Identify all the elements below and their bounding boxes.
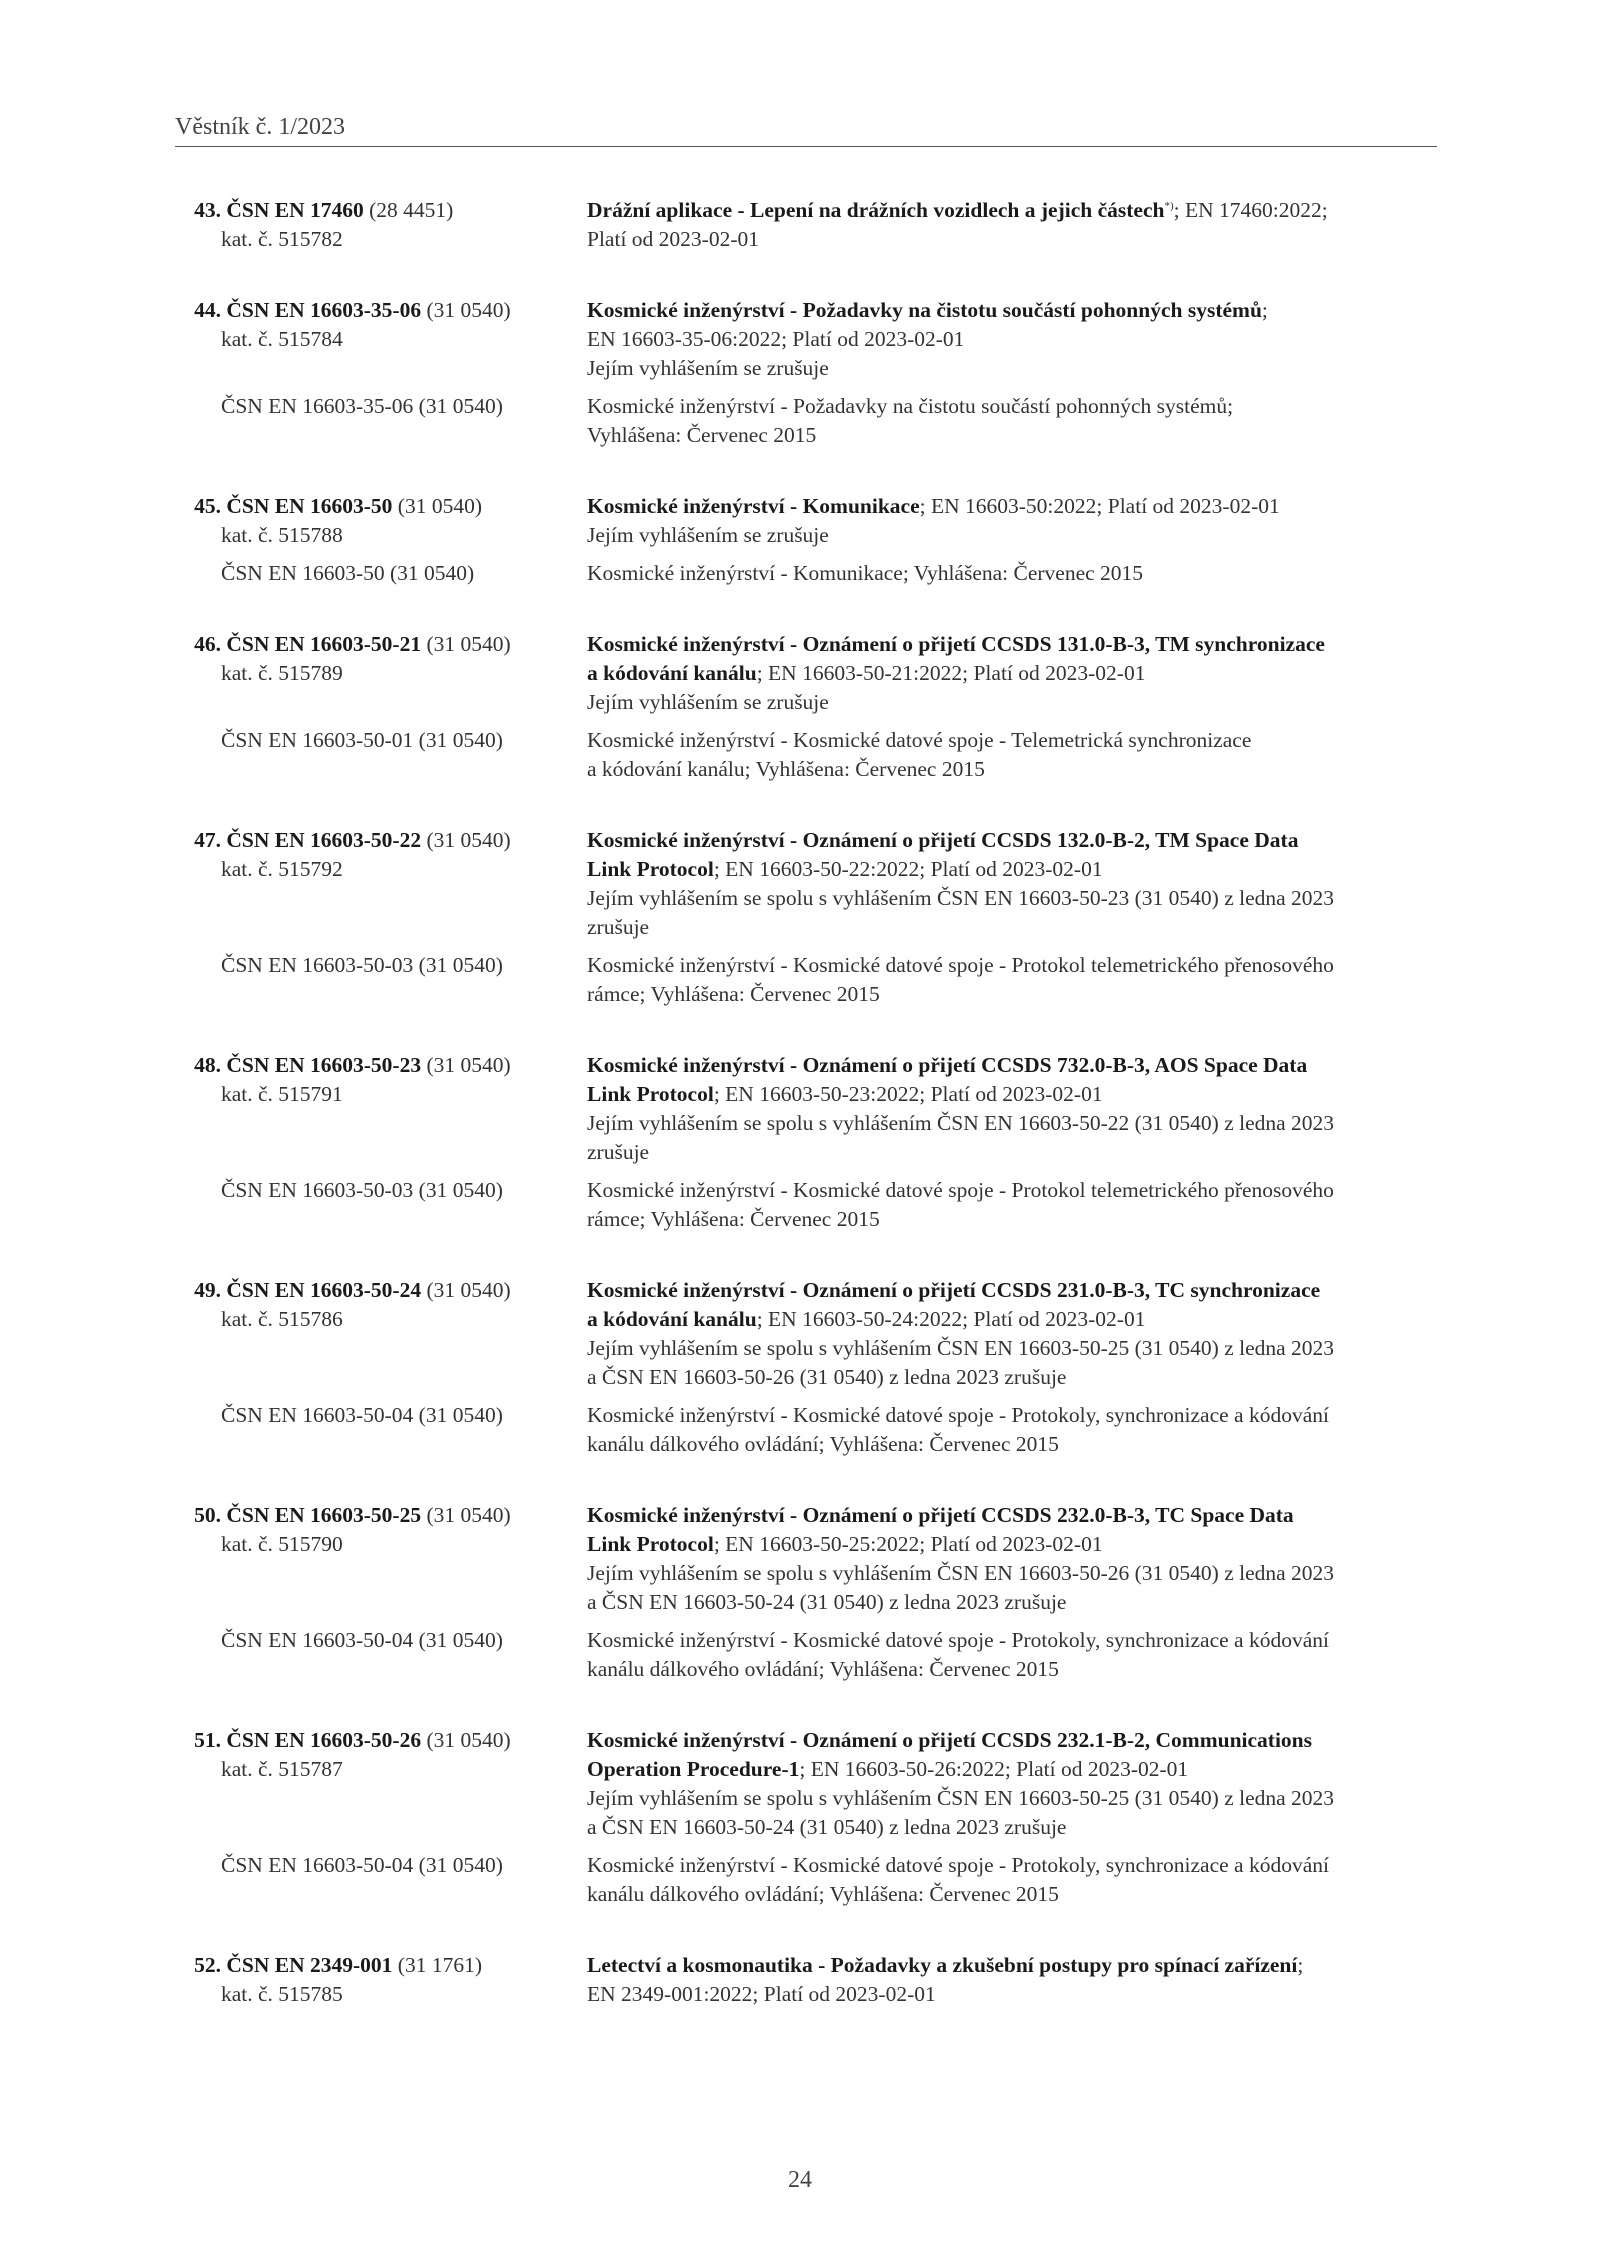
entry-description	[587, 296, 1437, 383]
entry-identifier	[175, 296, 587, 383]
replaced-line: kanálu dálkového ovládání; Vyhlášena: Červenec 2015	[587, 1432, 1059, 1456]
replaced-line: Kosmické inženýrství - Kosmické datové spoje - Protokoly, synchronizace a kódování	[587, 1853, 1329, 1877]
description-line	[587, 1726, 1437, 1755]
replaced-code: ČSN EN 16603-50-03 (31 0540)	[221, 1178, 503, 1202]
classification-number: (28 4451)	[369, 198, 454, 222]
description-line	[587, 1755, 1437, 1784]
entry-identifier	[175, 1951, 587, 2009]
catalog-number: kat. č. 515786	[221, 1307, 343, 1331]
detail-line: Jejím vyhlášením se zrušuje	[587, 356, 829, 380]
standard-code: ČSN EN 16603-50-24	[226, 1278, 422, 1302]
classification-number: (31 0540)	[426, 1053, 511, 1077]
entry-description	[587, 1501, 1437, 1617]
standard-code: ČSN EN 16603-50-21	[226, 632, 422, 656]
replaced-code: ČSN EN 16603-35-06 (31 0540)	[221, 394, 503, 418]
replaced-identifier	[175, 1851, 587, 1909]
entry-main-row	[175, 1951, 1437, 2009]
entry-main-row	[175, 1726, 1437, 1842]
replaced-line: Kosmické inženýrství - Kosmické datové spoje - Protokol telemetrického přenosového	[587, 1178, 1334, 1202]
standard-title: Kosmické inženýrství - Komunikace	[587, 494, 920, 518]
detail-line: Jejím vyhlášením se spolu s vyhlášením ČSN EN 16603-50-22 (31 0540) z ledna 2023	[587, 1111, 1335, 1135]
replaced-standard-row	[175, 392, 1437, 450]
standards-list	[175, 196, 1437, 2051]
catalog-number: kat. č. 515791	[221, 1082, 343, 1106]
description-line	[587, 1305, 1437, 1334]
replaced-description	[587, 951, 1437, 1009]
detail-line: Jejím vyhlášením se zrušuje	[587, 523, 829, 547]
standard-entry	[175, 492, 1437, 588]
standard-code: ČSN EN 16603-50-22	[226, 828, 422, 852]
standard-title: Link Protocol	[587, 1532, 714, 1556]
description-line	[587, 1080, 1437, 1109]
detail-line: Jejím vyhlášením se zrušuje	[587, 690, 829, 714]
description-line	[587, 1530, 1437, 1559]
entry-number: 47.	[194, 828, 221, 852]
description-line	[587, 196, 1437, 225]
identifier-line	[175, 826, 587, 855]
standard-title: Kosmické inženýrství - Oznámení o přijetí CCSDS 132.0-B-2, TM Space Data	[587, 828, 1299, 852]
catalog-number: kat. č. 515784	[221, 327, 343, 351]
entry-number: 48.	[194, 1053, 221, 1077]
entry-main-row	[175, 1501, 1437, 1617]
entry-number: 45.	[194, 494, 221, 518]
standard-title: Operation Procedure-1	[587, 1757, 800, 1781]
replaced-code: ČSN EN 16603-50 (31 0540)	[221, 561, 475, 585]
entry-number: 51.	[194, 1728, 221, 1752]
replaced-code: ČSN EN 16603-50-04 (31 0540)	[221, 1403, 503, 1427]
entry-description	[587, 1276, 1437, 1392]
replaced-code: ČSN EN 16603-50-04 (31 0540)	[221, 1853, 503, 1877]
replaced-line: a kódování kanálu; Vyhlášena: Červenec 2015	[587, 757, 985, 781]
title-tail: ;	[1261, 298, 1268, 322]
replaced-line: kanálu dálkového ovládání; Vyhlášena: Červenec 2015	[587, 1882, 1059, 1906]
replaced-code: ČSN EN 16603-50-01 (31 0540)	[221, 728, 503, 752]
detail-line: Jejím vyhlášením se spolu s vyhlášením ČSN EN 16603-50-23 (31 0540) z ledna 2023	[587, 886, 1335, 910]
detail-line: Jejím vyhlášením se spolu s vyhlášením ČSN EN 16603-50-25 (31 0540) z ledna 2023	[587, 1336, 1335, 1360]
replaced-identifier	[175, 951, 587, 1009]
standard-entry	[175, 296, 1437, 450]
entry-number: 43.	[194, 198, 221, 222]
replaced-code: ČSN EN 16603-50-04 (31 0540)	[221, 1628, 503, 1652]
title-tail: ; EN 16603-50-21:2022; Platí od 2023-02-01	[756, 661, 1146, 685]
identifier-line	[175, 1051, 587, 1080]
standard-entry	[175, 1051, 1437, 1234]
replaced-identifier	[175, 559, 587, 588]
standard-title: Drážní aplikace - Lepení na drážních vozidlech a jejich částech	[587, 198, 1165, 222]
title-tail: ; EN 17460:2022;	[1173, 198, 1328, 222]
title-tail: ; EN 16603-50-26:2022; Platí od 2023-02-01	[799, 1757, 1189, 1781]
classification-number: (31 0540)	[426, 298, 511, 322]
description-line	[587, 1051, 1437, 1080]
entry-description	[587, 1051, 1437, 1167]
footnote-mark: *)	[1164, 199, 1174, 212]
standard-title: Link Protocol	[587, 1082, 714, 1106]
entry-identifier	[175, 1051, 587, 1167]
title-tail: ; EN 16603-50-24:2022; Platí od 2023-02-01	[756, 1307, 1146, 1331]
journal-title: Věstník č. 1/2023	[175, 114, 345, 140]
catalog-number: kat. č. 515788	[221, 523, 343, 547]
replaced-code: ČSN EN 16603-50-03 (31 0540)	[221, 953, 503, 977]
identifier-line	[175, 196, 587, 225]
standard-entry	[175, 1501, 1437, 1684]
description-line	[587, 1951, 1437, 1980]
entry-main-row	[175, 826, 1437, 942]
catalog-number: kat. č. 515785	[221, 1982, 343, 2006]
standard-title: a kódování kanálu	[587, 1307, 757, 1331]
detail-line: zrušuje	[587, 1140, 650, 1164]
entry-number: 46.	[194, 632, 221, 656]
entry-description	[587, 1951, 1437, 2009]
description-line	[587, 826, 1437, 855]
standard-entry	[175, 630, 1437, 784]
description-line	[587, 492, 1437, 521]
standard-title: a kódování kanálu	[587, 661, 757, 685]
standard-title: Kosmické inženýrství - Oznámení o přijetí CCSDS 131.0-B-3, TM synchronizace	[587, 632, 1325, 656]
replaced-description	[587, 559, 1437, 588]
page-number: 24	[788, 2167, 812, 2193]
entry-main-row	[175, 630, 1437, 717]
replaced-identifier	[175, 1401, 587, 1459]
entry-number: 50.	[194, 1503, 221, 1527]
replaced-description	[587, 1851, 1437, 1909]
description-line	[587, 855, 1437, 884]
entry-description	[587, 196, 1437, 254]
detail-line: EN 2349-001:2022; Platí od 2023-02-01	[587, 1982, 936, 2006]
detail-line: Platí od 2023-02-01	[587, 227, 759, 251]
replaced-standard-row	[175, 559, 1437, 588]
detail-line: a ČSN EN 16603-50-24 (31 0540) z ledna 2023 zrušuje	[587, 1815, 1067, 1839]
detail-line: a ČSN EN 16603-50-24 (31 0540) z ledna 2023 zrušuje	[587, 1590, 1067, 1614]
replaced-identifier	[175, 1626, 587, 1684]
standard-entry	[175, 1276, 1437, 1459]
standard-code: ČSN EN 16603-50	[226, 494, 393, 518]
standard-entry	[175, 826, 1437, 1009]
identifier-line	[175, 1501, 587, 1530]
replaced-identifier	[175, 726, 587, 784]
standard-title: Kosmické inženýrství - Oznámení o přijetí CCSDS 232.0-B-3, TC Space Data	[587, 1503, 1294, 1527]
entry-identifier	[175, 196, 587, 254]
entry-identifier	[175, 1501, 587, 1617]
standard-entry	[175, 1951, 1437, 2009]
classification-number: (31 0540)	[426, 1728, 511, 1752]
standard-entry	[175, 1726, 1437, 1909]
title-tail: ;	[1297, 1953, 1304, 1977]
description-line	[587, 659, 1437, 688]
replaced-line: Kosmické inženýrství - Komunikace; Vyhlášena: Červenec 2015	[587, 561, 1144, 585]
description-line	[587, 1501, 1437, 1530]
header-rule	[175, 146, 1437, 147]
entry-number: 44.	[194, 298, 221, 322]
entry-number: 52.	[194, 1953, 221, 1977]
replaced-standard-row	[175, 1176, 1437, 1234]
entry-identifier	[175, 492, 587, 550]
standard-title: Kosmické inženýrství - Oznámení o přijetí CCSDS 732.0-B-3, AOS Space Data	[587, 1053, 1308, 1077]
standard-title: Letectví a kosmonautika - Požadavky a zkušební postupy pro spínací zařízení	[587, 1953, 1298, 1977]
replaced-identifier	[175, 392, 587, 450]
standard-code: ČSN EN 16603-50-26	[226, 1728, 422, 1752]
classification-number: (31 0540)	[426, 828, 511, 852]
standard-title: Kosmické inženýrství - Požadavky na čistotu součástí pohonných systémů	[587, 298, 1262, 322]
replaced-description	[587, 1176, 1437, 1234]
replaced-standard-row	[175, 951, 1437, 1009]
entry-main-row	[175, 1051, 1437, 1167]
description-line	[587, 1276, 1437, 1305]
replaced-description	[587, 1626, 1437, 1684]
identifier-line	[175, 296, 587, 325]
standard-code: ČSN EN 16603-35-06	[226, 298, 422, 322]
classification-number: (31 0540)	[426, 1278, 511, 1302]
standard-title: Kosmické inženýrství - Oznámení o přijetí CCSDS 232.1-B-2, Communications	[587, 1728, 1312, 1752]
entry-main-row	[175, 196, 1437, 254]
replaced-line: Vyhlášena: Červenec 2015	[587, 423, 817, 447]
title-tail: ; EN 16603-50-25:2022; Platí od 2023-02-01	[713, 1532, 1103, 1556]
entry-main-row	[175, 1276, 1437, 1392]
replaced-line: Kosmické inženýrství - Požadavky na čistotu součástí pohonných systémů;	[587, 394, 1234, 418]
entry-description	[587, 1726, 1437, 1842]
entry-identifier	[175, 826, 587, 942]
detail-line: Jejím vyhlášením se spolu s vyhlášením ČSN EN 16603-50-25 (31 0540) z ledna 2023	[587, 1786, 1335, 1810]
replaced-standard-row	[175, 1401, 1437, 1459]
page-header	[175, 112, 1437, 142]
identifier-line	[175, 1276, 587, 1305]
entry-number: 49.	[194, 1278, 221, 1302]
catalog-number: kat. č. 515787	[221, 1757, 343, 1781]
replaced-line: rámce; Vyhlášena: Červenec 2015	[587, 982, 880, 1006]
catalog-number: kat. č. 515782	[221, 227, 343, 251]
identifier-line	[175, 492, 587, 521]
standard-title: Kosmické inženýrství - Oznámení o přijetí CCSDS 231.0-B-3, TC synchronizace	[587, 1278, 1321, 1302]
replaced-standard-row	[175, 1626, 1437, 1684]
replaced-line: Kosmické inženýrství - Kosmické datové spoje - Protokoly, synchronizace a kódování	[587, 1628, 1329, 1652]
replaced-line: Kosmické inženýrství - Kosmické datové spoje - Protokol telemetrického přenosového	[587, 953, 1334, 977]
description-line	[587, 630, 1437, 659]
replaced-description	[587, 726, 1437, 784]
standard-code: ČSN EN 16603-50-23	[226, 1053, 422, 1077]
entry-identifier	[175, 1726, 587, 1842]
identifier-line	[175, 1726, 587, 1755]
entry-identifier	[175, 630, 587, 717]
entry-main-row	[175, 296, 1437, 383]
catalog-number: kat. č. 515790	[221, 1532, 343, 1556]
description-line	[587, 296, 1437, 325]
catalog-number: kat. č. 515792	[221, 857, 343, 881]
title-tail: ; EN 16603-50:2022; Platí od 2023-02-01	[919, 494, 1280, 518]
replaced-description	[587, 1401, 1437, 1459]
catalog-number: kat. č. 515789	[221, 661, 343, 685]
entry-description	[587, 492, 1437, 550]
detail-line: EN 16603-35-06:2022; Platí od 2023-02-01	[587, 327, 965, 351]
page-footer	[0, 2167, 1600, 2194]
replaced-description	[587, 392, 1437, 450]
classification-number: (31 0540)	[426, 632, 511, 656]
title-tail: ; EN 16603-50-23:2022; Platí od 2023-02-01	[713, 1082, 1103, 1106]
replaced-line: Kosmické inženýrství - Kosmické datové spoje - Protokoly, synchronizace a kódování	[587, 1403, 1329, 1427]
entry-description	[587, 826, 1437, 942]
classification-number: (31 0540)	[397, 494, 482, 518]
replaced-line: Kosmické inženýrství - Kosmické datové spoje - Telemetrická synchronizace	[587, 728, 1252, 752]
title-tail: ; EN 16603-50-22:2022; Platí od 2023-02-01	[713, 857, 1103, 881]
replaced-line: rámce; Vyhlášena: Červenec 2015	[587, 1207, 880, 1231]
replaced-standard-row	[175, 1851, 1437, 1909]
entry-description	[587, 630, 1437, 717]
detail-line: zrušuje	[587, 915, 650, 939]
entry-main-row	[175, 492, 1437, 550]
standard-entry	[175, 196, 1437, 254]
detail-line: a ČSN EN 16603-50-26 (31 0540) z ledna 2023 zrušuje	[587, 1365, 1067, 1389]
standard-code: ČSN EN 17460	[226, 198, 364, 222]
replaced-standard-row	[175, 726, 1437, 784]
standard-code: ČSN EN 2349-001	[226, 1953, 393, 1977]
replaced-identifier	[175, 1176, 587, 1234]
entry-identifier	[175, 1276, 587, 1392]
standard-code: ČSN EN 16603-50-25	[226, 1503, 422, 1527]
replaced-line: kanálu dálkového ovládání; Vyhlášena: Červenec 2015	[587, 1657, 1059, 1681]
identifier-line	[175, 1951, 587, 1980]
identifier-line	[175, 630, 587, 659]
classification-number: (31 0540)	[426, 1503, 511, 1527]
standard-title: Link Protocol	[587, 857, 714, 881]
detail-line: Jejím vyhlášením se spolu s vyhlášením ČSN EN 16603-50-26 (31 0540) z ledna 2023	[587, 1561, 1335, 1585]
classification-number: (31 1761)	[397, 1953, 482, 1977]
